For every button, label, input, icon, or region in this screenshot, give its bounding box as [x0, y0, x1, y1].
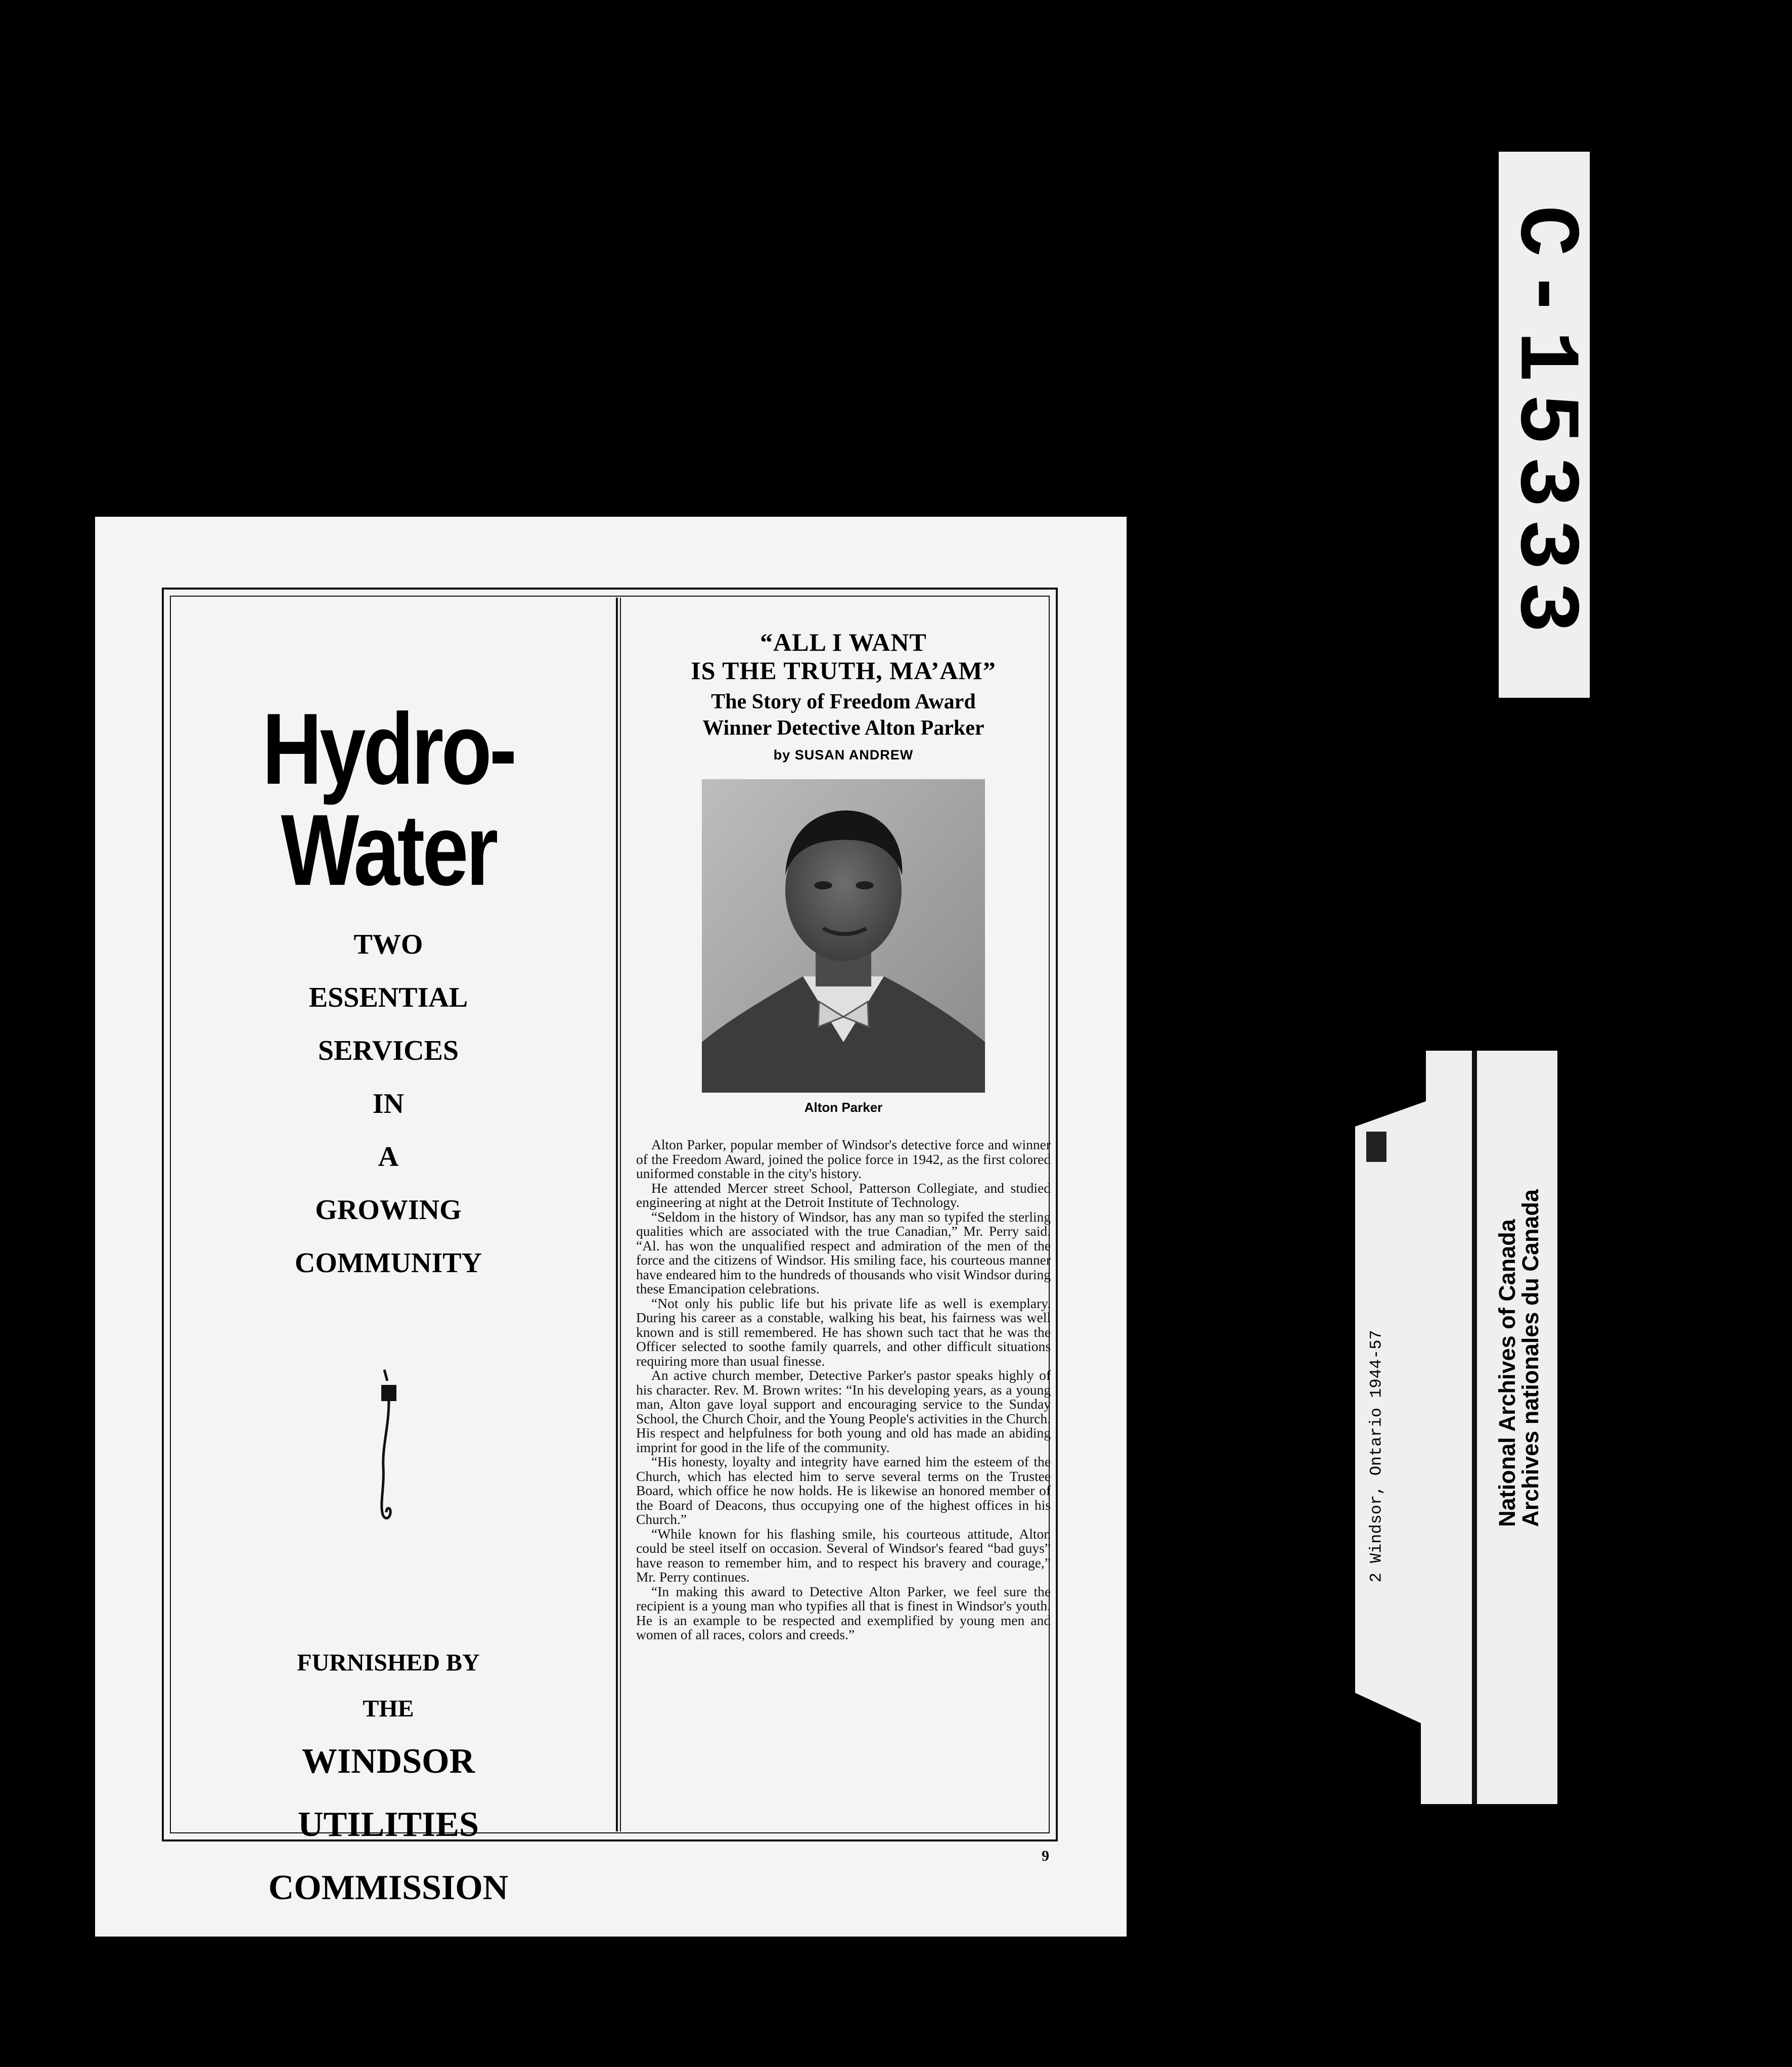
article-paragraph: “While known for his flashing smile, his courteous attitude, Alton could be steel itself on occasion. Several of Windsor's feared “bad guys” have reason to remember him, and to respect his bravery and courage,” Mr. Perry continues.	[636, 1525, 1051, 1585]
article-subhead: The Story of Freedom Award Winner Detective Alton Parker	[702, 690, 984, 740]
commission-name-line: WINDSOR	[301, 1742, 475, 1781]
article-body	[636, 1138, 1051, 1642]
article-paragraph: An active church member, Detective Parker's pastor speaks highly of his character. Rev. M. Brown writes: “In his developing years, as a young man, Alton gave loyal support and encouraging service to the Sunday School, the Church Choir, and the Young People's activities in the Church. His respect and helpfulness for both young and old has made an abiding imprint for good in the life of the community.	[636, 1367, 1051, 1455]
article-paragraph: He attended Mercer street School, Patterson Collegiate, and studied engineering at night at the Detroit Institute of Technology.	[636, 1180, 1051, 1210]
the-label: THE	[363, 1695, 414, 1722]
article-paragraph: “In making this award to Detective Alton Parker, we feel sure the recipient is a young man who typifies all that is finest in Windsor's youth. He is an example to be respected and exemplified by young men and women of all races, colors and creeds.”	[636, 1583, 1051, 1642]
services-line: A	[378, 1141, 399, 1173]
article-headline: “ALL I WANT IS THE TRUTH, MA’AM”	[691, 628, 996, 685]
services-line: ESSENTIAL	[308, 982, 468, 1013]
film-id: C-15333	[1495, 205, 1593, 645]
article-paragraph: “Seldom in the history of Windsor, has any man so typifed the sterling qualities which are associated with the true Canadian,” Mr. Perry said. “Al. has won the unqualified respect and admiration of the men of the force and the citizens of Windsor. His smiling face, his courteous manner have endeared him to the hundreds of thousands who visit Windsor during these Emancipation celebrations.	[636, 1208, 1051, 1296]
ad-title: Hydro-Water	[262, 693, 515, 907]
article-paragraph: “Not only his public life but his private life as well is exemplary. During his career as a constable, walking his beat, his fairness was well known and is still remembered. He has shown such tact that he was the Officer selected to soothe family quarrels, and other difficult situations requiring more than usual finesse.	[636, 1295, 1051, 1369]
article-byline: by SUSAN ANDREW	[773, 747, 914, 762]
archives-label: National Archives of Canada Archives nationales du Canada	[1494, 1189, 1543, 1527]
reel-info: 2 Windsor, Ontario 1944-57	[1367, 1330, 1386, 1583]
portrait-photo	[702, 779, 985, 1093]
services-line: TWO	[353, 929, 423, 960]
commission-name-line: UTILITIES	[298, 1805, 479, 1844]
photo-caption: Alton Parker	[804, 1100, 883, 1115]
services-list	[171, 918, 606, 1290]
page-number: 9	[1042, 1848, 1049, 1864]
plug-cord-icon	[358, 1366, 419, 1527]
services-line: SERVICES	[318, 1035, 459, 1066]
article	[636, 618, 1051, 1642]
article-paragraph: Alton Parker, popular member of Windsor's detective force and winner of the Freedom Award, joined the police force in 1942, as the first colored uniformed constable in the city's history.	[636, 1137, 1051, 1181]
services-line: IN	[372, 1088, 405, 1119]
commission-name-line: COMMISSION	[268, 1868, 509, 1907]
services-line: COMMUNITY	[294, 1247, 482, 1279]
hydro-water-ad	[171, 643, 606, 1919]
film-id-label	[1495, 152, 1593, 698]
magazine-page	[95, 517, 1127, 1937]
column-divider	[616, 598, 621, 1831]
services-line: GROWING	[315, 1194, 462, 1226]
article-paragraph: “His honesty, loyalty and integrity have earned him the esteem of the Church, which has elected him to serve several terms on the Trustee Board, which office he now holds. He is likewise an honored member of the Board of Deacons, thus occupying one of the highest offices in his Church.”	[636, 1454, 1051, 1527]
furnished-by: FURNISHED BY	[297, 1649, 480, 1676]
